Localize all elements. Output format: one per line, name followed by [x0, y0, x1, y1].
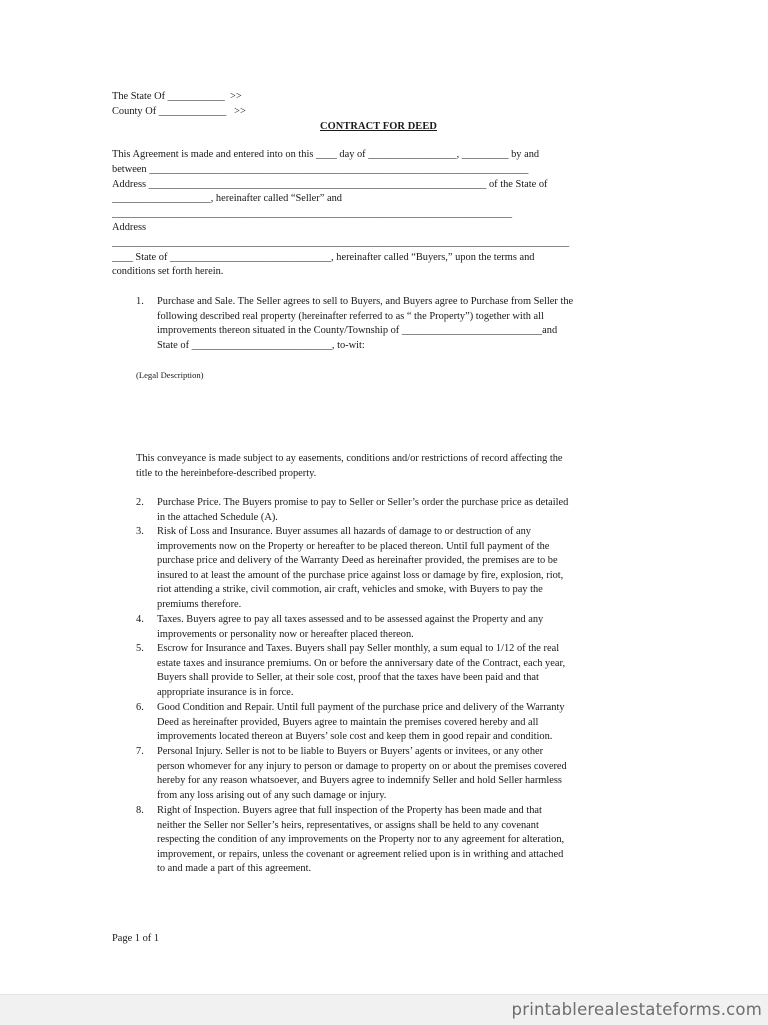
item-5-line: appropriate insurance is in force.	[157, 686, 294, 698]
item-1-line: State of ___________________________, to-wit:	[157, 339, 365, 351]
item-1-line: following described real property (hereinafter referred to as “ the Property”) together with all	[157, 310, 544, 322]
intro-line-8: ____ State of _______________________________, hereinafter called “Buyers,” upon the terms and	[112, 252, 535, 263]
item-3-number: 3.	[136, 526, 144, 537]
item-7-line: from any loss arising out of any such damage or injury.	[157, 789, 387, 801]
intro-line-4: ___________________, hereinafter called “Seller” and	[112, 193, 342, 204]
item-8-line: neither the Seller nor Seller’s heirs, representatives, or assigns shall be held to any covenant	[157, 819, 539, 831]
item-5-line: Escrow for Insurance and Taxes. Buyers shall pay Seller monthly, a sum equal to 1/12 of the real	[157, 643, 560, 654]
item-1-number: 1.	[136, 296, 144, 307]
intro-line-5: _____________________________________________________________________________	[112, 208, 513, 219]
item-2-number: 2.	[136, 497, 144, 508]
item-8-number: 8.	[136, 805, 144, 816]
intro-line-9: conditions set forth herein.	[112, 266, 224, 277]
item-1-line: Purchase and Sale. The Seller agrees to sell to Buyers, and Buyers agree to Purchase from Seller the	[157, 296, 574, 307]
item-5-number: 5.	[136, 643, 144, 654]
item-8-line: respecting the condition of any improvements on the Property nor to any agreement for alteration,	[157, 834, 565, 846]
item-7-text	[157, 745, 567, 803]
item-4-line: Taxes. Buyers agree to pay all taxes assessed and to be assessed against the Property and any	[157, 614, 544, 625]
item-2-text	[157, 496, 568, 525]
item-7-number: 7.	[136, 746, 144, 757]
item-5-text	[157, 642, 565, 700]
intro-line-1: This Agreement is made and entered into on this ____ day of _________________, _________ by and	[112, 149, 540, 160]
item-4-text	[157, 613, 543, 642]
item-7-line: hereby for any reason whatsoever, and Buyers agree to indemnify Seller and hold Seller harmless	[157, 775, 562, 787]
item-3-line: insured to at least the amount of the purchase price against loss or damage by fire, explosion, riot,	[157, 569, 564, 581]
state-line: The State Of ___________ >>	[112, 91, 242, 102]
item-6-line: Deed as hereinafter provided, Buyers agree to maintain the premises covered hereby and all	[157, 716, 539, 728]
item-3-line: riot attending a strike, civil commotion, air craft, vehicles and smoke, with Buyers to pay the	[157, 584, 543, 596]
county-line: County Of _____________ >>	[112, 106, 246, 117]
item-8-line: to and made a part of this agreement.	[157, 863, 312, 875]
item-6-number: 6.	[136, 702, 144, 713]
item-7-line: Personal Injury. Seller is not to be liable to Buyers or Buyers’ agents or invitees, or any other	[157, 746, 544, 757]
item-2-line: Purchase Price. The Buyers promise to pay to Seller or Seller’s order the purchase price as detailed	[157, 497, 569, 508]
item-6-text	[157, 701, 565, 745]
document-title: CONTRACT FOR DEED	[320, 121, 437, 132]
item-1-line: improvements thereon situated in the County/Township of ___________________________and	[157, 325, 558, 337]
intro-line-2: between _________________________________________________________________________	[112, 164, 529, 175]
item-8-line: Right of Inspection. Buyers agree that full inspection of the Property has been made and that	[157, 805, 542, 816]
intro-line-6: Address	[112, 222, 147, 233]
item-8-text	[157, 804, 564, 877]
item-3-line: purchase price and delivery of the Warranty Deed as hereinafter provided, the premises are to be	[157, 555, 558, 567]
item-6-line: Good Condition and Repair. Until full payment of the purchase price and delivery of the Warranty	[157, 702, 565, 713]
legal-description-label: (Legal Description)	[136, 370, 204, 380]
conveyance-line-1: This conveyance is made subject to ay easements, conditions and/or restrictions of record affecting the	[136, 453, 563, 464]
conveyance-line-2: title to the hereinbefore-described property.	[136, 468, 317, 479]
item-3-line: premiums therefore.	[157, 598, 242, 610]
item-5-line: Buyers shall provide to Seller, at their sole cost, proof that the taxes have been paid and that	[157, 672, 539, 684]
item-4-line: improvements or personality now or hereafter placed thereon.	[157, 628, 414, 640]
item-3-text	[157, 525, 563, 613]
intro-line-7: ________________________________________________________________________________________	[112, 237, 570, 248]
item-6-line: improvements located thereon at Buyers’ sole cost and keep them in good repair and condition.	[157, 731, 553, 743]
item-5-line: estate taxes and insurance premiums. On or before the anniversary date of the Contract, each year,	[157, 657, 566, 669]
intro-line-3: Address _________________________________________________________________ of the State of	[112, 179, 548, 190]
item-3-line: Risk of Loss and Insurance. Buyer assumes all hazards of damage to or destruction of any	[157, 526, 531, 537]
item-2-line: in the attached Schedule (A).	[157, 511, 278, 523]
page-number: Page 1 of 1	[112, 933, 160, 944]
item-4-number: 4.	[136, 614, 144, 625]
item-1-text	[157, 295, 573, 353]
item-8-line: improvement, or repairs, unless the covenant or agreement relied upon is in writhing and attached	[157, 848, 564, 860]
watermark-text: printablerealestateforms.com	[511, 1000, 762, 1019]
item-3-line: improvements now on the Property or hereafter to be placed thereon. Until full payment of the	[157, 540, 550, 552]
item-7-line: person whomever for any injury to person or damage to property on or about the premises covered	[157, 760, 567, 772]
